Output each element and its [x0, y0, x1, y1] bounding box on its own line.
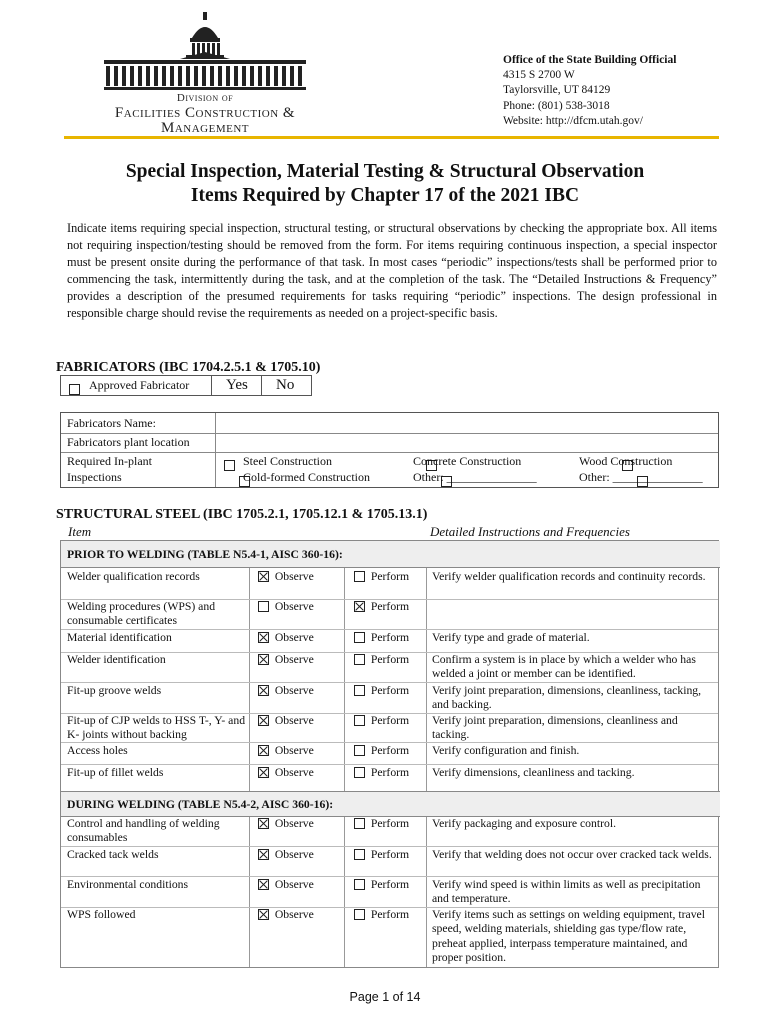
perform-checkbox[interactable] [354, 767, 365, 778]
perform-label: Perform [370, 570, 410, 583]
fabricators-plant-label: Fabricators plant location [67, 435, 190, 449]
perform-label: Perform [370, 744, 410, 757]
no-option[interactable]: No [276, 377, 295, 393]
observe-label: Observe [274, 817, 314, 830]
office-name: Office of the State Building Official [503, 54, 677, 66]
row-detail: Verify joint preparation, dimensions, cleanliness, tacking, and backing. [432, 684, 702, 712]
perform-label: Perform [370, 714, 410, 727]
row-detail: Verify packaging and exposure control. [432, 817, 617, 830]
cold-formed-label: Cold-formed Construction [243, 470, 370, 484]
observe-label: Observe [274, 570, 314, 583]
observe-checkbox[interactable] [258, 685, 269, 696]
row-item: Welder identification [67, 653, 166, 666]
perform-checkbox[interactable] [354, 879, 365, 890]
logo-line-1: Division of [176, 92, 234, 104]
perform-label: Perform [370, 600, 410, 613]
observe-checkbox[interactable] [258, 879, 269, 890]
page-title [0, 160, 770, 208]
steel-construction-label: Steel Construction [243, 454, 332, 468]
structural-steel-heading: STRUCTURAL STEEL (IBC 1705.2.1, 1705.12.1 & 1705.13.1) [56, 507, 428, 522]
logo-line-2: Facilities Construction & [114, 105, 296, 121]
structural-steel-table [60, 540, 719, 968]
observe-label: Observe [274, 878, 314, 891]
page-number: Page 1 of 14 [349, 990, 421, 1004]
yes-option[interactable]: Yes [226, 377, 248, 393]
observe-checkbox[interactable] [258, 601, 269, 612]
perform-label: Perform [370, 878, 410, 891]
capitol-building-icon [100, 12, 310, 92]
observe-label: Observe [274, 600, 314, 613]
observe-label: Observe [274, 653, 314, 666]
approved-fabricator-row [60, 375, 312, 396]
steel-construction-checkbox[interactable] [224, 460, 235, 471]
observe-checkbox[interactable] [258, 571, 269, 582]
row-detail: Verify wind speed is within limits as well as precipitation and temperature. [432, 878, 701, 906]
row-item: Material identification [67, 631, 172, 644]
during-welding-heading: DURING WELDING (TABLE N5.4-2, AISC 360-16): [61, 791, 720, 817]
row-item: Control and handling of welding consumables [67, 817, 220, 845]
col-detail-header: Detailed Instructions and Frequencies [430, 524, 630, 539]
title-line-2: Items Required by Chapter 17 of the 2021 IBC [190, 185, 580, 206]
row-item: Cracked tack welds [67, 848, 159, 861]
perform-checkbox[interactable] [354, 909, 365, 920]
perform-checkbox[interactable] [354, 849, 365, 860]
perform-checkbox[interactable] [354, 715, 365, 726]
fabricators-table [60, 412, 719, 488]
row-item: Fit-up of CJP welds to HSS T-, Y- and K- joints without backing [67, 714, 246, 742]
observe-checkbox[interactable] [258, 654, 269, 665]
row-detail: Verify dimensions, cleanliness and tacking. [432, 766, 635, 779]
inplant-label-2: Inspections [67, 470, 122, 484]
observe-label: Observe [274, 744, 314, 757]
dfcm-logo [100, 12, 296, 136]
logo-line-3: Management [161, 120, 249, 136]
perform-checkbox[interactable] [354, 818, 365, 829]
inplant-label-1: Required In-plant [67, 454, 152, 468]
header-divider [64, 136, 719, 139]
row-item: Fit-up groove welds [67, 684, 162, 697]
observe-label: Observe [274, 714, 314, 727]
observe-checkbox[interactable] [258, 818, 269, 829]
office-address2: Taylorsville, UT 84129 [503, 84, 611, 97]
observe-checkbox[interactable] [258, 715, 269, 726]
perform-label: Perform [370, 766, 410, 779]
perform-checkbox[interactable] [354, 571, 365, 582]
perform-checkbox[interactable] [354, 601, 365, 612]
perform-checkbox[interactable] [354, 745, 365, 756]
row-detail: Verify welder qualification records and continuity records. [432, 570, 706, 583]
fabricators-name-field[interactable] [217, 414, 717, 432]
perform-label: Perform [370, 908, 410, 921]
observe-label: Observe [274, 908, 314, 921]
observe-checkbox[interactable] [258, 745, 269, 756]
other-2-label: Other: _______________ [579, 470, 703, 484]
office-address-block [503, 53, 676, 129]
perform-label: Perform [370, 817, 410, 830]
row-detail: Verify that welding does not occur over cracked tack welds. [432, 848, 712, 861]
row-detail: Confirm a system is in place by which a welder who has welded a joint or member can be identified. [432, 653, 696, 681]
approved-fabricator-checkbox[interactable] [69, 384, 80, 395]
observe-label: Observe [274, 848, 314, 861]
observe-label: Observe [274, 766, 314, 779]
intro-paragraph: Indicate items requiring special inspection, structural testing, or structural observations by checking the appropriate box. All items not requiring inspection/testing should be removed from the form. For items requiring continuous inspection, a special inspector must be present onsite during the performance of that task. In most cases “periodic” inspections/tests shall be performed prior to commencing the task, intermittently during the task, and at the completion of the task. The “Detailed Instructions & Frequency” provides a description of the presumed requirements for tasks requiring “periodic” inspections. The design professional in responsible charge should revise the requirements as needed on a project-specific basis. [67, 221, 717, 320]
other-1-label: Other: _______________ [413, 470, 537, 484]
row-item: Welding procedures (WPS) and consumable certificates [67, 600, 216, 628]
observe-checkbox[interactable] [258, 767, 269, 778]
wood-construction-label: Wood Construction [579, 454, 673, 468]
observe-checkbox[interactable] [258, 909, 269, 920]
row-item: Access holes [67, 744, 128, 757]
col-item-header: Item [68, 524, 92, 539]
perform-label: Perform [370, 653, 410, 666]
perform-checkbox[interactable] [354, 654, 365, 665]
fabricators-heading: FABRICATORS (IBC 1704.2.5.1 & 1705.10) [56, 360, 321, 375]
row-detail: Verify joint preparation, dimensions, cleanliness and tacking. [432, 714, 678, 742]
observe-checkbox[interactable] [258, 849, 269, 860]
office-phone: Phone: (801) 538-3018 [503, 99, 610, 112]
perform-checkbox[interactable] [354, 632, 365, 643]
title-line-1: Special Inspection, Material Testing & Structural Observation [125, 161, 645, 182]
observe-label: Observe [274, 631, 314, 644]
perform-checkbox[interactable] [354, 685, 365, 696]
fabricators-name-label: Fabricators Name: [67, 416, 156, 430]
row-item: WPS followed [67, 908, 136, 921]
row-item: Environmental conditions [67, 878, 189, 891]
row-item: Fit-up of fillet welds [67, 766, 164, 779]
row-detail: Verify type and grade of material. [432, 631, 590, 644]
observe-label: Observe [274, 684, 314, 697]
perform-label: Perform [370, 684, 410, 697]
perform-label: Perform [370, 631, 410, 644]
perform-label: Perform [370, 848, 410, 861]
approved-fabricator-label: Approved Fabricator [89, 378, 190, 392]
fabricators-plant-field[interactable] [217, 434, 717, 452]
office-website[interactable]: Website: http://dfcm.utah.gov/ [503, 114, 643, 127]
row-detail: Verify configuration and finish. [432, 744, 580, 757]
row-detail: Verify items such as settings on welding equipment, travel speed, welding materials, shielding gas type/flow rate, preheat applied, interpass temperature maintained, and proper position. [432, 908, 705, 964]
row-item: Welder qualification records [67, 570, 200, 583]
concrete-construction-label: Concrete Construction [413, 454, 522, 468]
office-address1: 4315 S 2700 W [503, 69, 575, 82]
prior-welding-heading: PRIOR TO WELDING (TABLE N5.4-1, AISC 360-16): [61, 541, 720, 568]
observe-checkbox[interactable] [258, 632, 269, 643]
